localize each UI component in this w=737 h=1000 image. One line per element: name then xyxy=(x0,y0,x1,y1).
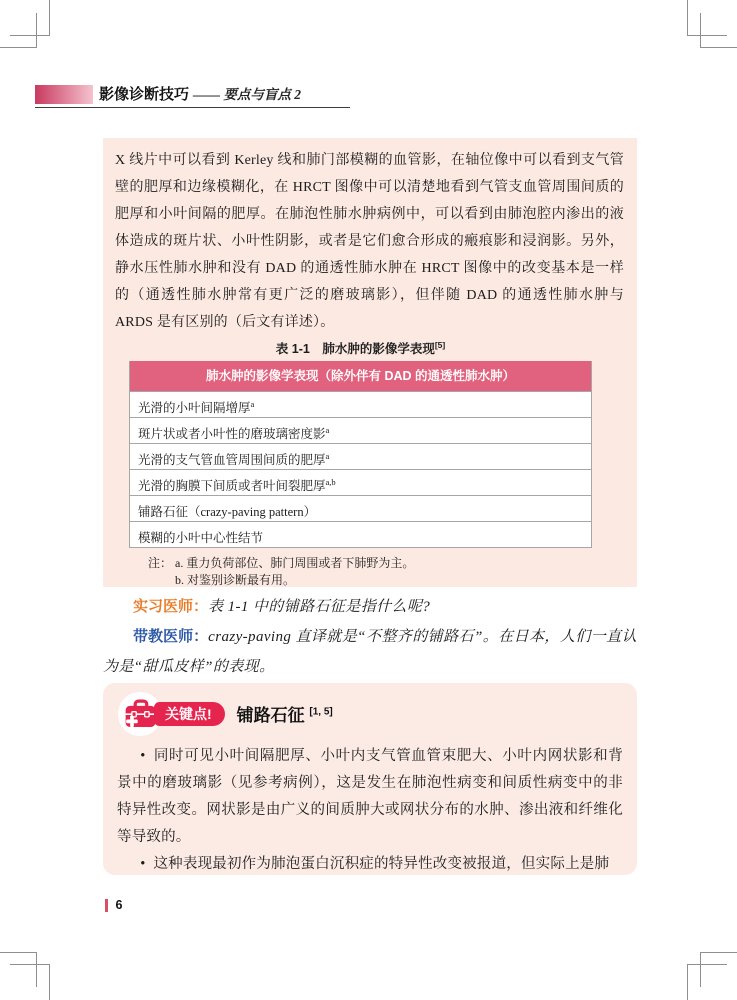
header-title xyxy=(35,84,350,105)
table-caption-reference: [5] xyxy=(434,339,446,350)
dialogue-question-text: 表 1-1 中的铺路石征是指什么呢? xyxy=(208,599,431,615)
table-row xyxy=(130,443,591,469)
keypoint-title-text: 铺路石征 xyxy=(236,706,305,725)
crop-mark xyxy=(700,13,737,48)
intro-paragraph: X 线片中可以看到 Kerley 线和肺门部模糊的血管影，在轴位像中可以看到支气管壁的肥厚和边缘模糊化，在 HRCT 图像中可以清楚地看到气管支血管周围间质的肥厚和小叶间隔的肥厚。在肺泡性肺水肿病例中，可以看到由肺泡腔内渗出的液体造成的斑片状、小叶性阴影，或者是它们愈合形成的瘢痕影和浸润影。另外，静水压性肺水肿和没有 DAD 的通透性肺水肿在 HRCT 图像中的改变基本是一样的（通透性肺水肿常有更广泛的磨玻璃影），但伴随 DAD 的通透性肺水肿与 ARDS 是有区别的（后文有详述）。 xyxy=(115,153,624,330)
keypoint-bullet-text: 同时可见小叶间隔肥厚、小叶内支气管血管束肥大、小叶内网状影和背景中的磨玻璃影（见参考病例），这是发生在肺泡性病变和间质性病变中的非特异性改变。网状影是由广义的间质肿大或网状分布的水肿、渗出液和纤维化等导致的。 xyxy=(117,748,623,845)
table-cell-superscript: a xyxy=(325,451,330,461)
crop-mark xyxy=(700,952,737,987)
dialogue-answer-text: crazy-paving 直译就是“不整齐的铺路石”。在日本，人们一直认为是“甜瓜皮样”的表现。 xyxy=(103,629,637,675)
keypoint-badge: 关键点! xyxy=(154,702,225,726)
crop-mark xyxy=(0,13,37,48)
table-cell: 斑片状或者小叶性的磨玻璃密度影 xyxy=(138,427,326,442)
page-folio xyxy=(105,898,122,912)
table-cell: 光滑的胸膜下间质或者叶间裂肥厚 xyxy=(138,479,326,494)
table-cell-superscript: a xyxy=(325,425,330,435)
table-cell: 光滑的支气管血管周围间质的肥厚 xyxy=(138,453,326,468)
table-row xyxy=(130,417,591,443)
keypoint-bullet xyxy=(117,851,623,878)
dialogue-section xyxy=(103,592,637,682)
dialogue-answer xyxy=(103,622,637,682)
page-header xyxy=(35,84,350,108)
table-cell-superscript: a,b xyxy=(325,477,336,487)
book-subtitle: —— 要点与盲点 2 xyxy=(193,87,302,102)
table-cell: 光滑的小叶间隔增厚 xyxy=(138,401,251,416)
keypoint-title-reference: [1, 5] xyxy=(309,706,333,718)
table-row xyxy=(130,521,591,547)
bullet-icon: • xyxy=(140,856,146,872)
table-row xyxy=(130,469,591,495)
book-series-title: 影像诊断技巧 xyxy=(99,86,190,103)
keypoint-header xyxy=(117,690,623,737)
table-cell: 模糊的小叶中心性结节 xyxy=(138,531,264,546)
table-1-1 xyxy=(129,361,592,548)
keypoint-body xyxy=(117,743,623,878)
main-content-block xyxy=(103,138,637,587)
header-rule xyxy=(35,107,350,108)
crop-mark xyxy=(0,952,37,987)
bullet-icon: • xyxy=(140,748,146,764)
table-row xyxy=(130,391,591,417)
table-row xyxy=(130,495,591,521)
table-caption-text: 表 1-1 肺水肿的影像学表现 xyxy=(275,342,435,356)
table-caption xyxy=(129,339,592,357)
table-note: b. 对鉴别诊断最有用。 xyxy=(175,573,296,587)
speaker-teacher-label: 带教医师： xyxy=(133,628,209,645)
keypoint-bullet xyxy=(117,743,623,851)
keypoint-title xyxy=(237,701,333,726)
speaker-intern-label: 实习医师： xyxy=(133,598,209,615)
table-notes xyxy=(115,555,624,589)
table-note: 注： a. 重力负荷部位、肺门周围或者下肺野为主。 xyxy=(148,556,415,570)
table-cell-superscript: a xyxy=(250,399,255,409)
folio-accent-bar xyxy=(105,899,108,912)
page-number: 6 xyxy=(115,898,123,912)
table-cell: 铺路石征（crazy-paving pattern） xyxy=(138,505,317,520)
keypoint-box xyxy=(103,683,637,875)
table-header-row: 肺水肿的影像学表现（除外伴有 DAD 的通透性肺水肿） xyxy=(130,361,591,391)
dialogue-question xyxy=(103,592,637,622)
keypoint-bullet-text: 这种表现最初作为肺泡蛋白沉积症的特异性改变被报道，但实际上是肺 xyxy=(153,856,610,872)
